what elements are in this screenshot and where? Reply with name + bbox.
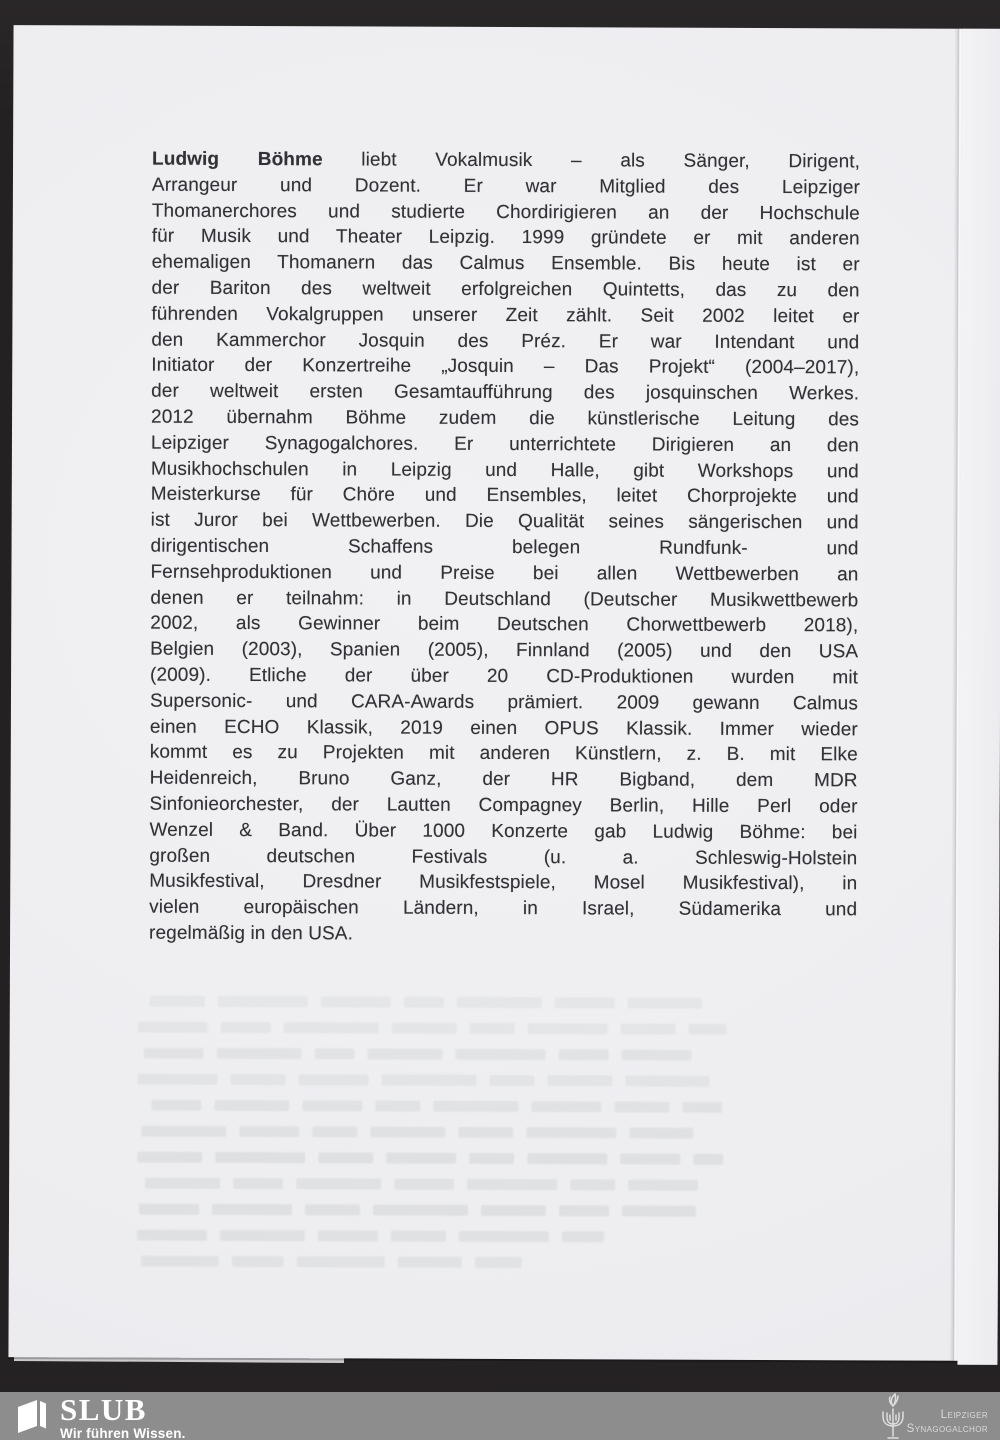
- text-line: Arrangeur und Dozent. Er war Mitglied des Leipziger: [151, 174, 860, 199]
- choir-name-line1: Leipziger: [940, 1409, 988, 1421]
- ghost-line: [137, 1170, 863, 1199]
- ghost-line: [138, 1014, 864, 1043]
- text-line: dirigentischen Schaffens belegen Rundfunk- und: [150, 535, 859, 560]
- text-line: regelmäßig in den USA.: [149, 922, 354, 945]
- text-line: 2002, als Gewinner beim Deutschen Chorwettbewerb 2018),: [150, 612, 859, 637]
- text-line: (2009). Etliche der über 20 CD-Produktionen wurden mit: [150, 664, 859, 689]
- text-line: Meisterkurse für Chöre und Ensembles, leitet Chorprojekte und: [150, 483, 859, 508]
- text-line: für Musik und Theater Leipzig. 1999 gründete er mit anderen: [151, 226, 860, 250]
- paper-sheet: [8, 25, 1000, 1361]
- text-line: großen deutschen Festivals (u. a. Schleswig-Holstein: [149, 845, 858, 869]
- text-line: Ludwig Böhme liebt Vokalmusik – als Sänger, Dirigent,: [152, 148, 861, 173]
- text-line: Belgien (2003), Spanien (2005), Finnland (2005) und den USA: [150, 638, 859, 663]
- open-book-icon: [16, 1398, 50, 1434]
- text-line: 2012 übernahm Böhme zudem die künstlerische Leitung des: [151, 406, 860, 431]
- text-line: denen er teilnahm: in Deutschland (Deutscher Musikwettbewerb: [150, 587, 859, 611]
- text-line: ehemaligen Thomanern das Calmus Ensemble. Bis heute ist er: [151, 251, 860, 276]
- text-line: den Kammerchor Josquin des Préz. Er war Intendant und: [151, 329, 860, 353]
- ghost-line: [137, 1118, 863, 1147]
- text-line: Initiator der Konzertreihe „Josquin – Das Projekt“ (2004–2017),: [151, 355, 860, 379]
- ghost-line: [138, 988, 864, 1017]
- text-line: führenden Vokalgruppen unserer Zeit zählt. Seit 2002 leitet er: [151, 303, 860, 328]
- text-line: Wenzel & Band. Über 1000 Konzerte gab Ludwig Böhme: bei: [149, 819, 858, 844]
- choir-name-line2: Synagogalchor: [906, 1422, 988, 1435]
- text-line: kommt es zu Projekten mit anderen Künstlern, z. B. mit Elke: [149, 741, 858, 766]
- ghost-line: [137, 1248, 863, 1277]
- ghost-line: [137, 1092, 863, 1121]
- slub-logo: [16, 1392, 186, 1440]
- text-line: vielen europäischen Ländern, in Israel, Südamerika und: [149, 896, 858, 921]
- adjacent-page-leaf: [957, 29, 1000, 1365]
- text-line: einen ECHO Klassik, 2019 einen OPUS Klassik. Immer wieder: [149, 716, 858, 740]
- text-line: Musikfestival, Dresdner Musikfestspiele, Mosel Musikfestival), in: [149, 870, 858, 895]
- footer-bar: [0, 1392, 1000, 1440]
- ghost-line: [137, 1196, 863, 1225]
- text-line: Heidenreich, Bruno Ganz, der HR Bigband, dem MDR: [149, 767, 858, 792]
- text-line: der weltweit ersten Gesamtaufführung des josquinschen Werkes.: [151, 380, 860, 405]
- text-line: Fernsehproduktionen und Preise bei allen Wettbewerben an: [150, 561, 859, 586]
- ghost-line: [138, 1040, 864, 1069]
- ghost-line: [137, 1144, 863, 1173]
- ghost-line: [137, 1066, 863, 1095]
- text-line: Musikhochschulen in Leipzig und Halle, gibt Workshops und: [150, 458, 859, 482]
- slub-tagline: Wir führen Wissen.: [60, 1426, 186, 1440]
- slub-wordmark: SLUB: [60, 1392, 147, 1427]
- bleed-through-text: [137, 988, 864, 1277]
- text-line: Thomanerchores und studierte Chordirigieren an der Hochschule: [151, 200, 860, 224]
- text-line: Leipziger Synagogalchores. Er unterrichtete Dirigieren an den: [150, 432, 859, 457]
- biography-text: [149, 147, 860, 949]
- text-line: der Bariton des weltweit erfolgreichen Quintetts, das zu den: [151, 277, 860, 302]
- text-line: Supersonic- und CARA-Awards prämiert. 2009 gewann Calmus: [149, 690, 859, 715]
- text-line: Sinfonieorchester, der Lautten Compagney Berlin, Hille Perl oder: [149, 793, 858, 818]
- text-line: ist Juror bei Wettbewerben. Die Qualität seines sängerischen und: [150, 509, 859, 534]
- ghost-line: [137, 1222, 863, 1251]
